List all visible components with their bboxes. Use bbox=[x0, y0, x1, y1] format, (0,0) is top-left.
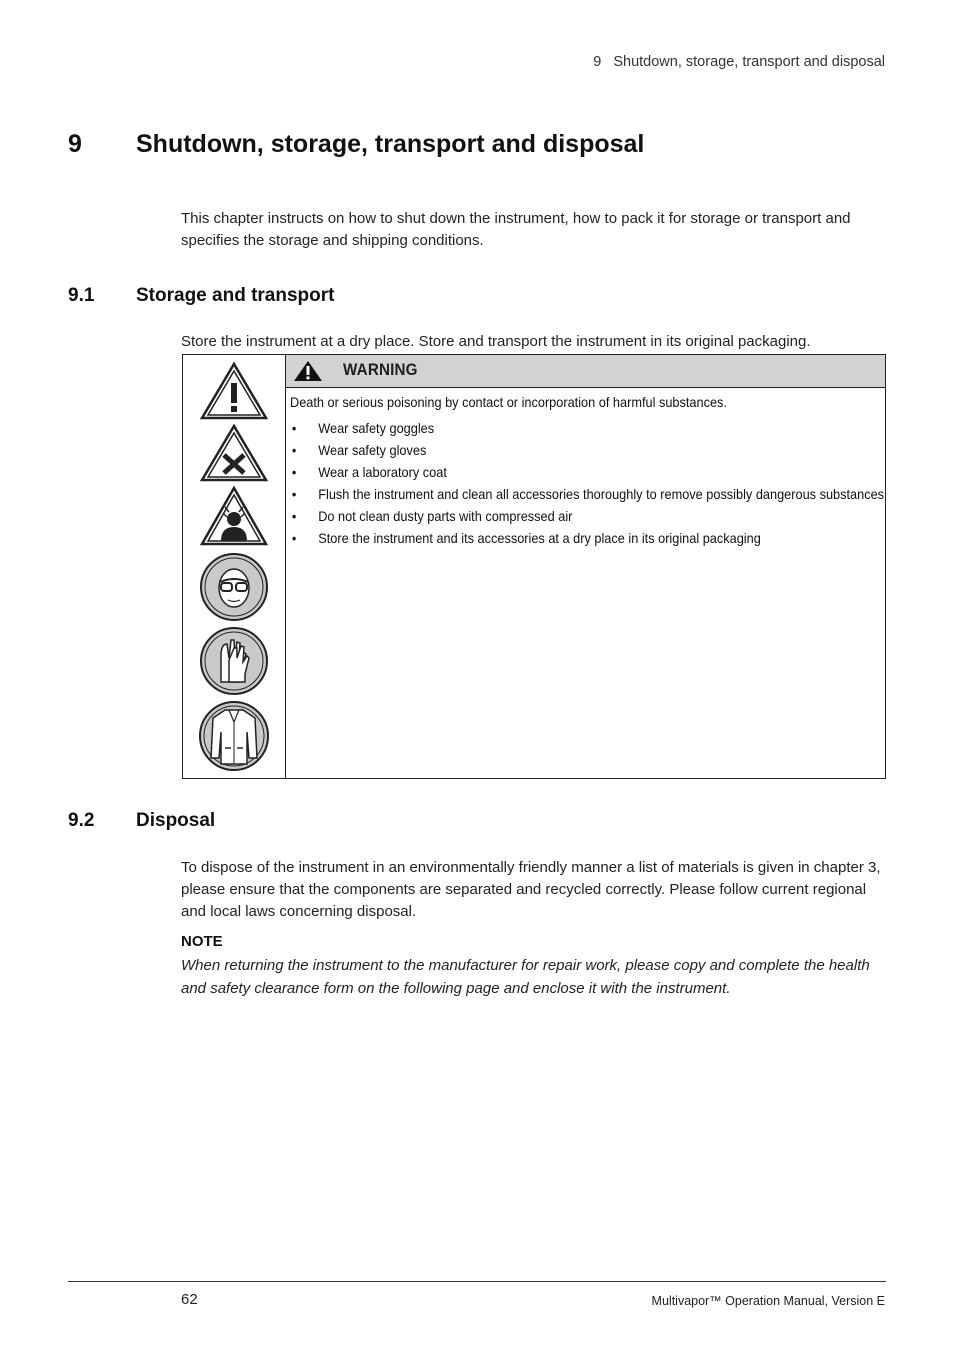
toxic-inhalation-icon bbox=[199, 485, 269, 547]
warning-list bbox=[290, 417, 886, 549]
page-number: 62 bbox=[181, 1291, 198, 1308]
warning-triangle-icon bbox=[293, 360, 323, 382]
running-header-title: Shutdown, storage, transport and disposal bbox=[613, 54, 885, 70]
chapter-heading bbox=[68, 130, 644, 159]
chapter-intro: This chapter instructs on how to shut down the instrument, how to pack it for storage or transport and specifies the storage and shipping conditions. bbox=[181, 210, 851, 249]
note-label: NOTE bbox=[181, 933, 223, 950]
safety-goggles-icon bbox=[199, 552, 269, 622]
section-number: 9.2 bbox=[68, 810, 95, 831]
warning-list-item: • Store the instrument and its accessories at a dry place in its original packaging bbox=[290, 527, 886, 549]
general-warning-icon bbox=[199, 361, 269, 421]
warning-list-item: • Wear safety goggles bbox=[290, 417, 886, 439]
section-title: Storage and transport bbox=[136, 285, 335, 306]
warning-list-item: • Do not clean dusty parts with compressed air bbox=[290, 505, 886, 527]
chapter-number: 9 bbox=[68, 130, 82, 158]
warning-header bbox=[286, 355, 885, 388]
harmful-substance-icon bbox=[199, 423, 269, 483]
warning-list-item: • Wear a laboratory coat bbox=[290, 461, 886, 483]
section-heading-storage bbox=[68, 285, 334, 307]
warning-title: WARNING bbox=[343, 361, 418, 379]
chapter-title: Shutdown, storage, transport and disposal bbox=[136, 130, 645, 158]
running-header-chapter-number: 9 bbox=[593, 54, 602, 70]
safety-gloves-icon bbox=[199, 626, 269, 696]
warning-icon-column bbox=[183, 355, 286, 778]
disposal-paragraph: To dispose of the instrument in an environmentally friendly manner a list of materials is given in chapter 3, please ensure that the components are separated and recycled correctly. Please follow current regional and local laws concerning disposal. bbox=[181, 859, 881, 920]
warning-list-item: • Flush the instrument and clean all accessories thoroughly to remove possibly dangerous substances bbox=[290, 483, 886, 505]
footer-manual-title: Multivapor™ Operation Manual, Version E bbox=[651, 1294, 885, 1308]
warning-list-item: • Wear safety gloves bbox=[290, 439, 886, 461]
storage-paragraph: Store the instrument at a dry place. Store and transport the instrument in its original packaging. bbox=[181, 333, 811, 350]
lab-coat-icon bbox=[199, 700, 269, 772]
warning-box bbox=[182, 354, 886, 779]
section-title: Disposal bbox=[136, 810, 216, 831]
note-text: When returning the instrument to the manufacturer for repair work, please copy and complete the health and safety clearance form on the following page and enclose it with the instrument. bbox=[181, 957, 870, 997]
warning-intro: Death or serious poisoning by contact or incorporation of harmful substances. bbox=[290, 394, 727, 410]
footer-divider bbox=[68, 1281, 886, 1282]
warning-body bbox=[290, 391, 886, 549]
section-heading-disposal bbox=[68, 810, 215, 832]
running-header bbox=[593, 54, 885, 70]
section-number: 9.1 bbox=[68, 285, 95, 306]
